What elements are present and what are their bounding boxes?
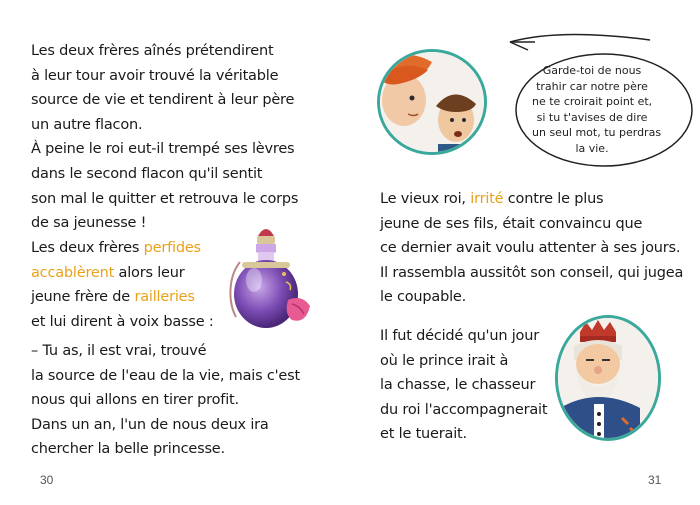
right-paragraph-2	[380, 324, 547, 447]
bubble-line: si tu t'avises de dire	[536, 110, 648, 124]
highlight-word-railleries: railleries	[134, 289, 195, 306]
highlight-word-accablerent: accablèrent	[31, 264, 115, 281]
bubble-line: un seul mot, tu perdras	[532, 126, 662, 139]
text-line: source de vie et tendirent à leur père	[31, 92, 295, 109]
speech-bubble-text	[532, 63, 662, 156]
text-line	[31, 285, 214, 310]
text-line: où le prince irait à	[380, 352, 509, 369]
text-line: du roi l'accompagnerait	[380, 401, 548, 418]
text-line	[380, 187, 683, 212]
text-line: de sa jeunesse !	[31, 215, 147, 232]
text-line: Dans un an, l'un de nous deux ira	[31, 416, 269, 433]
text-segment: jeune frère de	[31, 289, 135, 306]
text-line: et lui dirent à voix basse :	[31, 313, 214, 330]
text-line	[31, 261, 214, 286]
text-line: un autre flacon.	[31, 116, 143, 133]
bubble-line: ne te croirait point et,	[532, 95, 653, 108]
right-page	[350, 0, 700, 505]
highlight-word-irrite: irrité	[470, 191, 504, 207]
king-portrait-icon	[550, 312, 670, 442]
page-number-right: 31	[648, 473, 662, 487]
text-line: le coupable.	[380, 289, 467, 306]
page-number-left: 30	[40, 473, 54, 487]
text-line: Les deux frères aînés prétendirent	[31, 43, 274, 59]
left-paragraph-1	[31, 39, 298, 236]
left-paragraph-3	[31, 339, 300, 462]
text-line: nous qui allons en tirer profit.	[31, 392, 239, 409]
bubble-line: Garde-toi de nous	[542, 64, 642, 77]
text-segment: Le vieux roi,	[380, 191, 471, 207]
bubble-line: trahir car notre père	[536, 79, 648, 93]
highlight-word-perfides: perfides	[143, 240, 201, 256]
perfume-bottle-icon	[218, 222, 318, 342]
text-line: à leur tour avoir trouvé la véritable	[31, 67, 279, 84]
text-line	[31, 236, 214, 261]
text-line: la source de l'eau de la vie, mais c'est	[31, 367, 300, 384]
text-line: – Tu as, il est vrai, trouvé	[31, 343, 207, 359]
text-segment: contre le plus	[503, 191, 604, 207]
text-line: la chasse, le chasseur	[380, 377, 536, 394]
brothers-portrait-icon	[372, 40, 502, 160]
text-line: chercher la belle princesse.	[31, 441, 225, 458]
text-line: À peine le roi eut-il trempé ses lèvres	[31, 141, 295, 158]
text-segment: Les deux frères	[31, 240, 144, 256]
text-segment: alors leur	[114, 264, 185, 281]
text-line: Il rassembla aussitôt son conseil, qui jugea	[380, 264, 684, 281]
text-line: son mal le quitter et retrouva le corps	[31, 190, 299, 207]
text-line: jeune de ses fils, était convaincu que	[380, 215, 643, 232]
left-paragraph-2	[31, 236, 214, 334]
text-line: dans le second flacon qu'il sentit	[31, 165, 263, 182]
text-line: Il fut décidé qu'un jour	[380, 328, 539, 344]
text-line: et le tuerait.	[380, 426, 467, 443]
bubble-line: la vie.	[575, 141, 609, 155]
right-paragraph-1	[380, 187, 683, 310]
text-line: ce dernier avait voulu attenter à ses jours.	[380, 240, 681, 257]
